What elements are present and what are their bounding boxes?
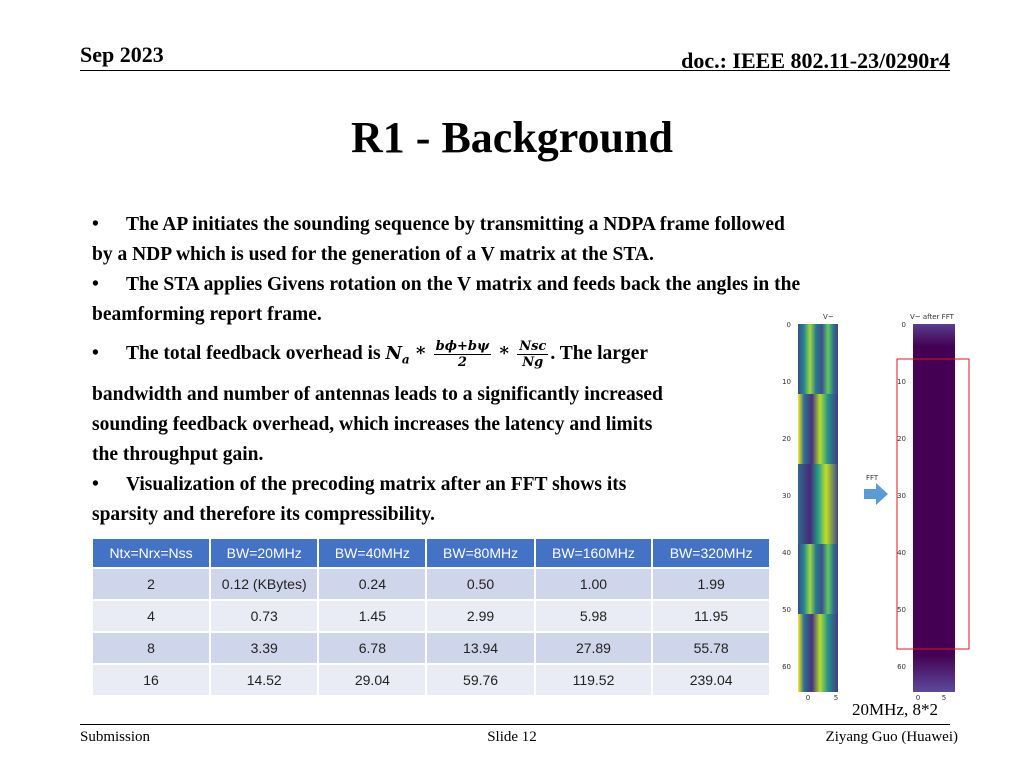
table-cell: 59.76 [427,665,533,695]
svg-text:10: 10 [782,378,791,386]
table-cell: 0.24 [319,569,425,599]
table-header-cell: BW=160MHz [536,539,652,567]
table-cell: 3.39 [211,633,317,663]
table-header-cell: BW=80MHz [427,539,533,567]
angle-bits-fraction: bϕ+bψ 2 [435,338,490,370]
header-doc-id: doc.: IEEE 802.11-23/0290r4 [681,48,950,73]
table-cell: 6.78 [319,633,425,663]
table-cell: 13.94 [427,633,533,663]
svg-text:60: 60 [782,663,791,671]
footer-slide-number: Slide 12 [487,729,537,745]
svg-text:40: 40 [782,549,791,557]
bullet-3-cont-3: the throughput gain. [92,444,264,465]
table-row [93,665,769,695]
svg-text:50: 50 [897,606,906,614]
fft-arrow-icon [864,483,888,505]
left-x-axis [806,694,838,700]
table-header-cell: BW=40MHz [319,539,425,567]
bullet-3-prefix: The total feedback overhead is [126,343,381,364]
bullet-2-cont: beamforming report frame. [92,304,322,325]
left-y-axis [782,321,791,671]
table-cell: 0.73 [211,601,317,631]
table-row [93,601,769,631]
table-cell: 119.52 [536,665,652,695]
table-cell: 2.99 [427,601,533,631]
svg-text:20: 20 [782,435,791,443]
table-cell: 0.12 (KBytes) [211,569,317,599]
table-cell: 1.99 [653,569,769,599]
svg-text:5: 5 [941,694,947,700]
bullet-3-cont-2: sounding feedback overhead, which increases the latency and limits [92,414,653,435]
bullet-1: • The AP initiates the sounding sequence by transmitting a NDPA frame followed [92,214,785,235]
figure-caption: 20MHz, 8*2 [852,700,938,719]
svg-text:30: 30 [897,492,906,500]
svg-text:0: 0 [805,694,811,700]
fft-matrix-heatmap [913,324,955,692]
svg-text:50: 50 [782,606,791,614]
slide-title: R1 - Background [351,113,673,162]
v-matrix-heatmap [798,324,838,692]
svg-text:0: 0 [915,694,921,700]
bullet-2-line-1: The STA applies Givens rotation on the V matrix and feeds back the angles in the [126,274,801,295]
bullet-4-line-1: Visualization of the precoding matrix after an FFT shows its [126,474,627,495]
svg-text:5: 5 [833,694,839,700]
table-cell: 14.52 [211,665,317,695]
header-divider [80,70,950,71]
svg-text:40: 40 [897,549,906,557]
header-date: Sep 2023 [80,42,164,67]
left-panel-title: V~ [823,313,834,321]
feedback-overhead-formula: $N_a$ * bϕ+bψ 2 * Nsc Ng [385,338,547,370]
svg-text:0: 0 [786,321,791,329]
table-header-cell: BW=20MHz [211,539,317,567]
right-panel-title: V~ after FFT [910,313,954,321]
bullet-3-cont-1: bandwidth and number of antennas leads to a significantly increased [92,384,663,405]
bullet-4-cont: sparsity and therefore its compressibility. [92,504,435,525]
table-header-cell: BW=320MHz [653,539,769,567]
overhead-table [91,537,771,697]
bullet-1-cont: by a NDP which is used for the generation of a V matrix at the STA. [92,244,654,265]
table-cell: 11.95 [653,601,769,631]
table-header-cell: Ntx=Nrx=Nss [93,539,209,567]
table-cell: 0.50 [427,569,533,599]
table-cell: 4 [93,601,209,631]
table-cell: 239.04 [653,665,769,695]
bullet-2: • The STA applies Givens rotation on the V matrix and feeds back the angles in the [92,274,801,295]
footer-author: Ziyang Guo (Huawei) [825,729,958,745]
table-cell: 8 [93,633,209,663]
svg-text:0: 0 [901,321,906,329]
table-cell: 2 [93,569,209,599]
bullet-1-line-1: The AP initiates the sounding sequence by transmitting a NDPA frame followed [126,214,785,235]
table-cell: 29.04 [319,665,425,695]
bullet-3-suffix: . The larger [550,343,649,364]
fft-arrow-label: FFT [866,474,879,482]
table-row [93,633,769,663]
table-cell: 27.89 [536,633,652,663]
footer-submission: Submission [80,729,151,745]
table-cell: 5.98 [536,601,652,631]
footer-divider [80,724,950,725]
table-cell: 55.78 [653,633,769,663]
svg-text:10: 10 [897,378,906,386]
svg-text:60: 60 [897,663,906,671]
table-header-row [93,539,769,567]
bullet-4: • Visualization of the precoding matrix after an FFT shows its [92,474,627,495]
right-y-axis [897,321,906,671]
table-cell: 1.45 [319,601,425,631]
bullet-3: • The total feedback overhead is $N_a$ * bϕ+bψ 2 * Nsc Ng . The larger [92,338,649,370]
subcarrier-fraction: Nsc Ng [519,338,547,370]
table-row [93,569,769,599]
precoding-matrix-figure [778,308,974,700]
table-cell: 16 [93,665,209,695]
svg-text:30: 30 [782,492,791,500]
table-cell: 1.00 [536,569,652,599]
svg-text:20: 20 [897,435,906,443]
